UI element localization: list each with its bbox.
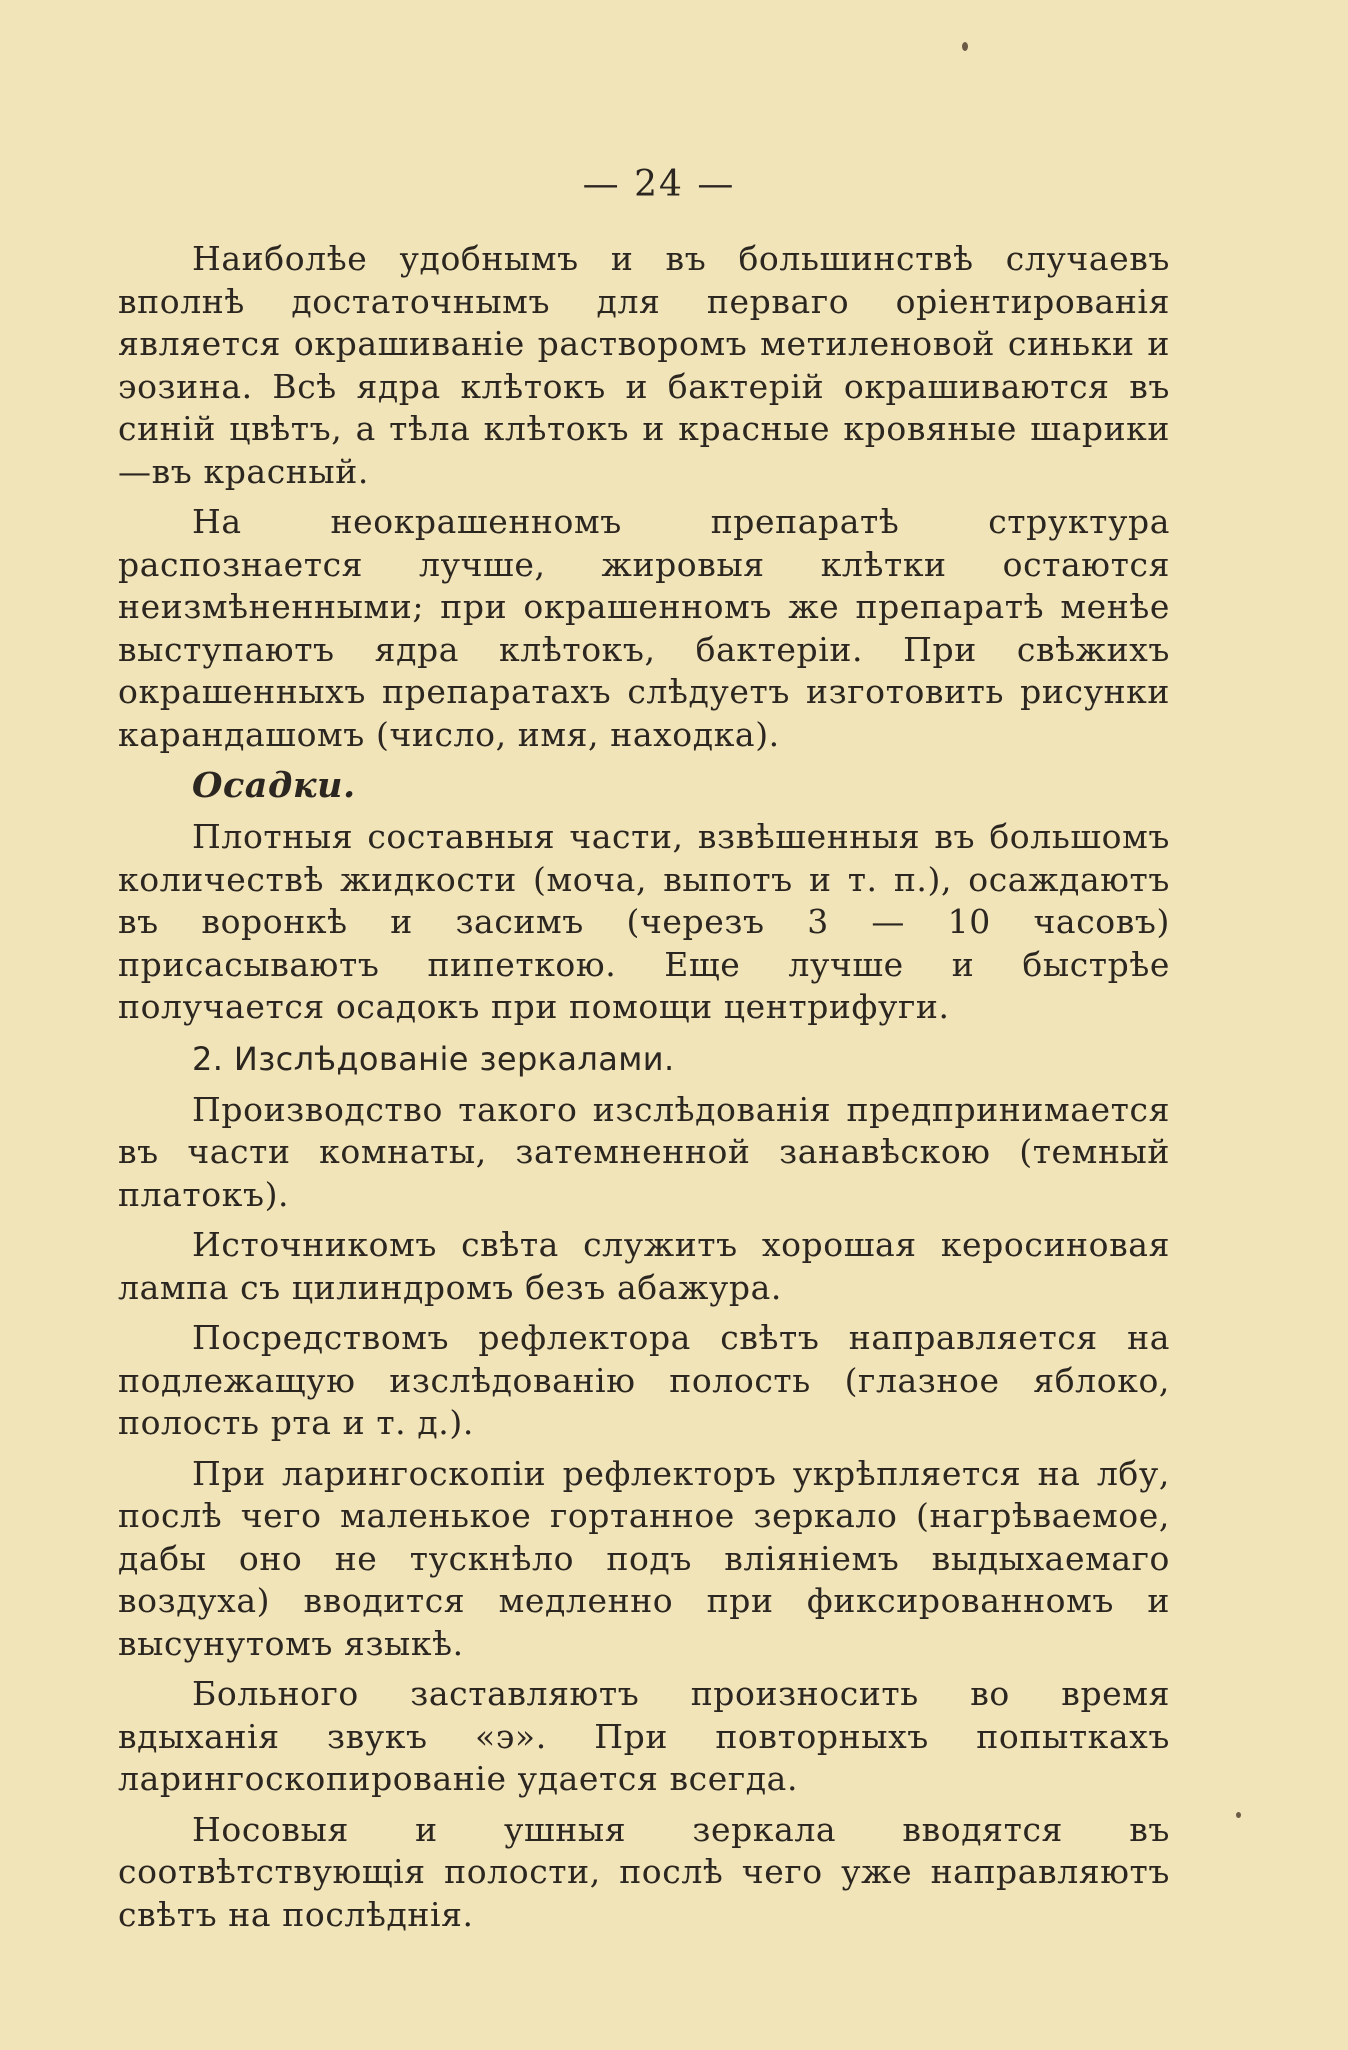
section-heading-mirrors: 2. Изслѣдованіе зеркалами. (192, 1039, 675, 1078)
paragraph-patient-sound: Больного заставляютъ произносить во время вдыханія звукъ «э». При повторныхъ попыткахъ ларингоскопированіе удается всегда. (118, 1674, 1170, 1798)
paragraph-unstained-preparation: На неокрашенномъ препаратѣ структура распознается лучше, жировыя клѣтки остаются неизмѣненными; при окрашенномъ же препаратѣ менѣе выступаютъ ядра клѣтокъ, бактеріи. При свѣжихъ окрашенныхъ препаратахъ слѣдуетъ изготовить рисунки карандашомъ (число, имя, находка). (118, 502, 1170, 754)
paragraph-sediments: Плотныя составныя части, взвѣшенныя въ большомъ количествѣ жидкости (моча, выпотъ и т. п.), осаждаютъ въ воронкѣ и засимъ (черезъ 3 — 10 часовъ) присасываютъ пипеткою. Еще лучше и быстрѣе получается осадокъ при помощи центрифуги. (118, 817, 1170, 1026)
page-body (118, 238, 1170, 1944)
paragraph-nasal-ear-mirrors: Носовыя и ушныя зеркала вводятся въ соотвѣтствующія полости, послѣ чего уже направляютъ свѣтъ на послѣднія. (118, 1809, 1170, 1934)
paragraph-staining: Наиболѣе удобнымъ и въ большинствѣ случаевъ вполнѣ достаточнымъ для перваго оріентированія является окрашиваніе растворомъ метиленовой синьки и эозина. Всѣ ядра клѣтокъ и бактерій окрашиваются въ синій цвѣтъ, а тѣла клѣтокъ и красные кровяные шарики—въ красный. (118, 239, 1170, 491)
paper-speck (1236, 1812, 1241, 1818)
paragraph-reflector: Посредствомъ рефлектора свѣтъ направляется на подлежащую изслѣдованію полость (глазное яблоко, полость рта и т. д.). (118, 1318, 1170, 1442)
subheading-sediments: Осадки. (192, 765, 356, 806)
paragraph-darkened-room: Производство такого изслѣдованія предпринимается въ части комнаты, затемненной занавѣскою (темный платокъ). (118, 1089, 1170, 1214)
paragraph-laryngoscopy: При ларингоскопіи рефлекторъ укрѣпляется на лбу, послѣ чего маленькое гортанное зеркало (нагрѣваемое, дабы оно не тускнѣло подъ вліяніемъ выдыхаемаго воздуха) вводится медленно при фиксированномъ и высунутомъ языкѣ. (118, 1453, 1170, 1663)
page-number: — 24 — (582, 164, 736, 205)
paragraph-light-source: Источникомъ свѣта служитъ хорошая керосиновая лампа съ цилиндромъ безъ абажура. (118, 1225, 1170, 1307)
paper-speck (962, 42, 968, 51)
